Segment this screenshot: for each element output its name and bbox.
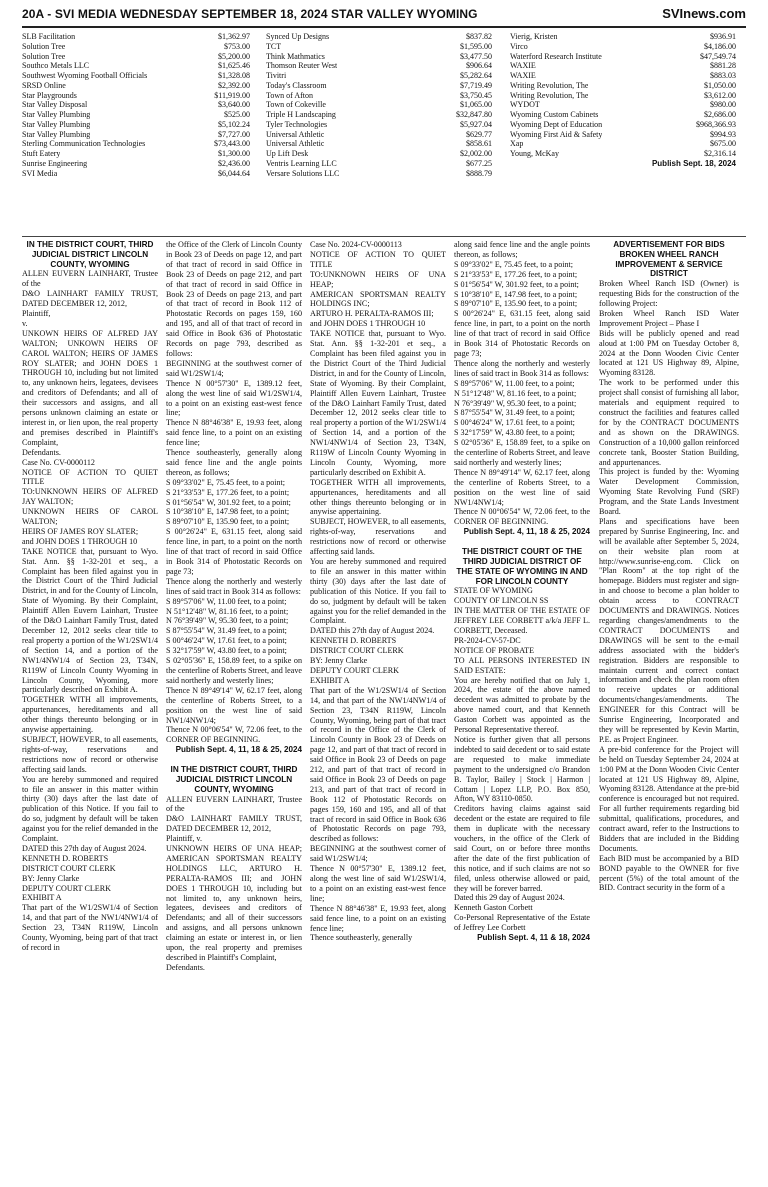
amount: $677.25 [466, 158, 492, 168]
amount: $525.00 [224, 110, 250, 119]
notice-paragraph: DEPUTY COURT CLERK [310, 665, 399, 675]
notice-paragraph: Thence along the northerly and westerly lines of said tract in Book 314 as follows: [166, 576, 302, 596]
amount: $47,549.74 [700, 51, 736, 61]
notice-paragraph: Thence N 89°49'14" W, 62.17 feet, along the centerline of Roberts Street, to a position on the west line of said NW1/4NW1/4; [454, 467, 590, 507]
notice-paragraph: Defendants. [166, 962, 205, 972]
amount: $3,477.50 [460, 51, 492, 61]
notice-paragraph: EXHIBIT A [22, 893, 62, 903]
ledger-row [22, 169, 250, 179]
notice-paragraph: AMERICAN SPORTSMAN REALTY HOLDINGS INC; [310, 289, 446, 309]
ledger-row [266, 61, 492, 71]
notice-heading: ADVERTISEMENT FOR BIDS BROKEN WHEEL RANCH IMPROVEMENT & SERVICE DISTRICT [613, 240, 725, 279]
ledger-column-1 [22, 32, 250, 178]
vendor-name: Today's Classroom [266, 80, 327, 90]
ledger-row [22, 52, 250, 62]
notice-paragraph: BY: Jenny Clarke [22, 873, 80, 883]
notice-paragraph: ALLEN EUVERN LAINHART, Trustee of the [22, 269, 158, 289]
amount: $881.28 [710, 61, 736, 71]
vendor-name: TCT [266, 41, 282, 51]
amount: $2,392.00 [218, 80, 250, 90]
notice-paragraph: D&O LAINHART FAMILY TRUST, DATED DECEMBER 12, 2012, [22, 289, 158, 309]
ledger-row [266, 110, 492, 120]
notice-paragraph: Case No. 2024-CV-0000113 [310, 240, 402, 249]
vendor-name: Writing Revolution, The [510, 80, 589, 90]
notice-paragraph: SUBJECT, HOWEVER, to all easements, rights-of-way, reservations and restrictions now of record or otherwise affecting said lands. [22, 734, 158, 774]
ledger-row [266, 42, 492, 52]
vendor-name: Southco Metals LLC [22, 61, 90, 71]
notice-heading: THE DISTRICT COURT OF THE THIRD JUDICIAL DISTRICT OF THE STATE OF WYOMING IN AND FOR LINCOLN COUNTY [456, 547, 588, 586]
ledger-row [22, 42, 250, 52]
amount: $883.03 [710, 71, 736, 80]
amount: $675.00 [710, 139, 736, 149]
notice-paragraph: COUNTY OF LINCOLN SS [454, 596, 549, 606]
notice-paragraph: S 87°55'54" W, 31.49 feet, to a point; [166, 626, 287, 636]
notice-paragraph: and JOHN DOES 1 THROUGH 10 [310, 319, 426, 329]
notice-paragraph: N 51°12'48" W, 81.16 feet, to a point; [454, 388, 577, 398]
notice-paragraph: v. [22, 318, 28, 328]
amount: $7,727.00 [218, 129, 250, 139]
amount: $5,927.04 [460, 119, 492, 129]
ledger-row [22, 81, 250, 91]
notice-heading: IN THE DISTRICT COURT, THIRD JUDICIAL DISTRICT LINCOLN COUNTY, WYOMING [26, 240, 154, 269]
notice-paragraph: the Office of the Clerk of Lincoln County in Book 23 of Deeds on page 12, and part of that tract of record in said Office in Book 23 of Deeds on page 212, and part of that tract of record in said Office in Book 23 of Deeds on page 213, and part of that tract of record in Book 112 of Photostatic Records on pages 159, 160 and 195, and all of that tract of record in said Office in Book 636 of Photostatic Records on page 793, described as follows: [166, 240, 302, 358]
vendor-name: Town of Cokeville [266, 100, 326, 110]
notice-paragraph: TAKE NOTICE that, pursuant to Wyo. Stat. Ann. §§ 1-32-201 et seq., a Complaint has been filed against you in the District Court of the Third Judicial District, in and for the County of Lincoln, State of Wyoming. By their Complaint, Plaintiff Allen Euvern Lainhart, Trustee of the D&O Lainhart Family Trust, dated December 12, 2012 seeks clear title to real property a portion of the W1/2SW1/4 of Section 14, and a portion of the NW1/4NW1/4 of Section 23, T34N, R119W of Lincoln County Wyoming in Lincoln County, Wyoming, more particularly described on Exhibit A. [22, 546, 158, 695]
notice-paragraph: S 09°33'02" E, 75.45 feet, to a point; [454, 259, 574, 269]
ledger-row [510, 149, 736, 159]
vendor-name: Sterling Communication Technologies [22, 139, 146, 149]
amount: $4,186.00 [704, 41, 736, 51]
notice-paragraph: S 89°57'06" W, 11.00 feet, to a point; [454, 378, 575, 388]
vendor-name: WAXIE [510, 61, 536, 71]
amount: $1,065.00 [460, 100, 492, 110]
amount: $858.61 [466, 139, 492, 149]
ledger-row [266, 71, 492, 81]
notice-paragraph: You are hereby summoned and required to file an answer in this matter within thirty (30) days after the last date of publication of this Notice. If you fail to do so, judgment by default will be taken against you for the relief demanded in the Complaint. [310, 557, 446, 626]
vendor-name: Tyler Technologies [266, 119, 328, 129]
notice-paragraph: ALLEN EUVERN LAINHART, Trustee of the [166, 794, 302, 814]
amount: $753.00 [224, 41, 250, 51]
notice-paragraph: BY: Jenny Clarke [310, 656, 368, 666]
vendor-name: Virco [510, 41, 528, 51]
notice-paragraph: S 10°38'10" E, 147.98 feet, to a point; [454, 289, 578, 299]
vendor-name: Solution Tree [22, 51, 66, 61]
ledger-row [266, 32, 492, 42]
vendor-name: Think Mathmatics [266, 51, 325, 61]
publish-line: Publish Sept. 18, 2024 [651, 158, 736, 168]
notice-paragraph: Thence N 89°49'14" W, 62.17 feet, along the centerline of Roberts Street, to a position on the west line of said NW1/4NW1/4; [166, 685, 302, 725]
amount: $1,300.00 [218, 149, 250, 158]
vendor-name: Wyoming Custom Cabinets [510, 110, 599, 119]
notice-paragraph: DATED this 27th day of August 2024. [22, 843, 147, 853]
ledger-row [266, 91, 492, 101]
ledger-row [266, 169, 492, 179]
amount: $980.00 [710, 100, 736, 110]
notice-paragraph: Plaintiff, v. [166, 834, 202, 844]
amount: $2,686.00 [704, 110, 736, 119]
notice-paragraph: Thence southeasterly, generally [310, 933, 413, 943]
amount: $994.93 [710, 129, 736, 139]
amount: $3,640.00 [218, 100, 250, 110]
amount: $2,436.00 [218, 158, 250, 168]
ledger-row [22, 110, 250, 120]
vendor-name: Star Playgrounds [22, 90, 77, 100]
notice-paragraph: A pre-bid conference for the Project will be held on Tuesday September 24, 2024 at 1:00 PM at the Donn Wooden Civic Center located at 121 US Highway 89, Alpine, Wyoming 83128. Attendance at the pre-bid conference is encouraged but not required. For all further requirements regarding bid submittal, qualifications, procedures, and contract award, refer to the Instructions to Bidders that are included in the Bidding Documents. [599, 744, 739, 853]
ledger-row [22, 100, 250, 110]
ledger-row [266, 120, 492, 130]
vendor-name: WAXIE [510, 71, 536, 80]
amount: $5,200.00 [218, 51, 250, 61]
notice-paragraph: S 02°05'36" E, 158.89 feet, to a spike on the centerline of Roberts Street, and leave said northerly and westerly lines; [454, 438, 590, 467]
notice-paragraph: Defendants. [22, 447, 61, 457]
notice-paragraph: NOTICE OF ACTION TO QUIET TITLE [310, 249, 446, 269]
spacer [454, 537, 590, 547]
amount: $2,002.00 [460, 149, 492, 158]
section-divider [22, 236, 746, 237]
vendor-name: Tivitri [266, 71, 287, 80]
notice-paragraph: UNKNOWN HEIRS OF UNA HEAP; AMERICAN SPORTSMAN REALTY HOLDINGS LLC, ARTURO H. PERALTA-RAMOS III; and JOHN DOES 1 THROUGH 10, including but not limited to, any unknown heirs, legatees, devisees and creditors of Defendants; and all of their successors and assigns, and all persons unknown claiming an estate or interest in, or lien upon, the real property and premises described in Plaintiff's Complaint, [166, 844, 302, 963]
ledger-row [266, 100, 492, 110]
ledger-row [22, 159, 250, 169]
amount: $968,366.93 [696, 119, 736, 129]
vendor-name: Universal Athletic [266, 139, 325, 149]
notice-paragraph: Case No. CV-0000112 [22, 457, 95, 467]
notice-paragraph: NOTICE OF ACTION TO QUIET TITLE [22, 467, 158, 487]
ledger-column-3 [510, 32, 736, 169]
vendor-name: Young, McKay [510, 149, 559, 158]
amount: $1,050.00 [704, 80, 736, 90]
notice-paragraph: S 01°56'54" W, 301.92 feet, to a point; [454, 279, 579, 289]
notice-paragraph: Broken Wheel Ranch ISD Water Improvement Project – Phase I [599, 308, 739, 328]
amount: $5,282.64 [460, 71, 492, 80]
notice-paragraph: DEPUTY COURT CLERK [22, 883, 111, 893]
vendor-name: Star Valley Plumbing [22, 129, 91, 139]
vendor-name: Triple H Landscaping [266, 110, 336, 119]
vendor-name: Ventris Learning LLC [266, 158, 337, 168]
notice-paragraph: KENNETH D. ROBERTS [310, 636, 397, 646]
amount: $3,612.00 [704, 90, 736, 100]
notice-paragraph: S 09°33'02" E, 75.45 feet, to a point; [166, 477, 286, 487]
notice-paragraph: TO:UNKNOWN HEIRS OF ALFRED JAY WALTON; [22, 487, 158, 507]
notice-paragraph: SUBJECT, HOWEVER, to all easements, rights-of-way, reservations and restrictions now of record or otherwise affecting said lands. [310, 517, 446, 557]
notice-paragraph: Kenneth Gaston Corbett [454, 903, 533, 913]
vendor-name: Universal Athletic [266, 129, 325, 139]
notice-paragraph: S 00°46'24" W, 17.61 feet, to a point; [454, 418, 575, 428]
notice-paragraph: Co-Personal Representative of the Estate of Jeffrey Lee Corbett [454, 913, 590, 933]
amount: $629.77 [466, 129, 492, 139]
notice-paragraph: You are hereby notified that on July 1, 2024, the estate of the above named decedent was admitted to probate by the above named court, and that Kenneth Gaston Corbett was appointed as the Personal Representative thereof. [454, 675, 590, 735]
ledger-row [510, 130, 736, 140]
ledger-row [266, 52, 492, 62]
notice-paragraph: Thence southeasterly, generally along said fence line and the angle points thereon, as follows; [166, 448, 302, 477]
notice-paragraph: UNKOWN HEIRS OF ALFRED JAY WALTON; UNKOWN HEIRS OF CAROL WALTON; HEIRS OF JAMES ROY SLATER; and JOHN DOES 1 THROUGH 10, including but not limited to, any unknown heirs, legatees, devisees and creditors of Defendants; and all of their successors and assigns, and all persons unknown claiming an estate or interest in, or lien upon, the real property and premises described in Plaintiff's Complaint, [22, 328, 158, 447]
notice-paragraph: S 87°55'54" W, 31.49 feet, to a point; [454, 408, 575, 418]
notice-paragraph: That part of the W1/2SW1/4 of Section 14, and that part of the NW1/4NW1/4 of Section 23, T34N R119W, Lincoln County, Wyoming, being part of that tract of record in [22, 903, 158, 953]
vendor-name: Synced Up Designs [266, 32, 330, 41]
ledger-row [22, 120, 250, 130]
vendor-name: SRSD Online [22, 80, 66, 90]
notice-paragraph: This project is funded by the: Wyoming Water Development Commission, Wyoming State Revolving Fund (SRF) Program, and the State Lands Investment Board. [599, 467, 739, 517]
vendor-name: Solution Tree [22, 41, 66, 51]
vendor-name: Southwest Wyoming Football Officials [22, 71, 148, 80]
notice-paragraph: That part of the W1/2SW1/4 of Section 14, and that part of the NW1/4NW1/4 of Section 23, T34N R119W, Lincoln County, Wyoming, being part of that tract of record in the Office of the Clerk of Lincoln County in Book 23 of Deeds on page 12, and part of that tract of record in said Office in Book 23 of Deeds on page 212, and part of that tract of record in said Office in Book 23 of Deeds on page 213, and part of that tract of record in Book 112 of Photostatic Records on pages 159, 160 and 195, and all of that tract of record in said Office in Book 636 of Photostatic Records on page 793, described as follows: [310, 685, 446, 844]
notice-paragraph: S 89°07'10" E, 135.90 feet, to a point; [454, 299, 578, 309]
vendor-name: SLB Facilitation [22, 32, 76, 41]
amount: $888.79 [466, 168, 492, 178]
amount: $11,919.00 [214, 90, 250, 100]
ledger-row [22, 61, 250, 71]
ledger-row [22, 139, 250, 149]
ledger-row [510, 81, 736, 91]
vendor-name: Star Valley Plumbing [22, 119, 91, 129]
notice-paragraph: TAKE NOTICE that, pursuant to Wyo. Stat. Ann. §§ 1-32-201 et seq., a Complaint has been filed against you in the District Court of the Third Judicial District, in and for the County of Lincoln, State of Wyoming. By their Complaint, Plaintiff Allen Euvern Lainhart, Trustee of the D&O Lainhart Family Trust, dated December 12, 2012 seeks clear title to real property a portion of the W1/2SW1/4 of Section 14, and a portion of the NW1/4NW1/4 of Section 23, T34N, R119W of Lincoln County Wyoming in Lincoln County, Wyoming, more particularly described on Exhibit A. [310, 329, 446, 477]
notice-column-1 [22, 240, 158, 1180]
notice-column-3 [310, 240, 446, 1180]
notice-paragraph: Thence N 00°06'54" W, 72.06 feet, to the CORNER OF BEGINNING. [454, 507, 590, 527]
amount: $936.91 [710, 32, 736, 41]
ledger-row [510, 139, 736, 149]
amount: $32,847.80 [456, 110, 492, 119]
ledger-row [266, 149, 492, 159]
amount: $2,316.14 [704, 149, 736, 158]
ledger-row [510, 100, 736, 110]
notice-paragraph: N 76°39'49" W, 95.30 feet, to a point; [454, 398, 577, 408]
notice-paragraph: Dated this 29 day of August 2024. [454, 893, 565, 903]
notice-paragraph: S 00°26'24" E, 631.15 feet, along said fence line, in part, to a point on the north line of that tract of record in said Office in Book 314 of Photostatic Records on page 73; [166, 527, 302, 576]
publish-line: Publish Sept. 4, 11, 18 & 25, 2024 [175, 745, 302, 755]
notice-paragraph: Thence N 88°46'38" E, 19.93 feet, along said fence line, to a point on an existing fence line; [310, 903, 446, 933]
notice-paragraph: HEIRS OF JAMES ROY SLATER; [22, 526, 139, 536]
amount: $73,443.00 [214, 139, 250, 149]
publish-line: Publish Sept. 4, 11 & 18, 2024 [477, 933, 590, 943]
ledger-row [22, 71, 250, 81]
notice-paragraph: UNKNOWN HEIRS OF CAROL WALTON; [22, 507, 158, 527]
notice-paragraph: Each BID must be accompanied by a BID BOND payable to the OWNER for five percent (5%) of the total amount of the BID. Contract security in the form of a [599, 853, 739, 893]
notice-paragraph: IN THE MATTER OF THE ESTATE OF JEFFREY LEE CORBETT a/k/a JEFF L. CORBETT, Deceased. [454, 606, 590, 635]
notice-paragraph: DISTRICT COURT CLERK [310, 646, 404, 656]
vendor-name: Versare Solutions LLC [266, 168, 340, 178]
notice-paragraph: S 32°17'59" W, 43.80 feet, to a point; [166, 646, 287, 656]
page-header [22, 4, 746, 28]
ledger-row [266, 81, 492, 91]
notice-paragraph: S 00°26'24" E, 631.15 feet, along said fence line, in part, to a point on the north line of that tract of record in said Office in Book 314 of Photostatic Records on page 73; [454, 309, 590, 358]
notice-paragraph: KENNETH D. ROBERTS [22, 853, 109, 863]
notice-paragraph: Plaintiff, [22, 309, 51, 319]
notice-paragraph: DISTRICT COURT CLERK [22, 863, 116, 873]
notice-paragraph: S 21°33'53" E, 177.26 feet, to a point; [166, 487, 290, 497]
notice-paragraph: PR-2024-CV-57-DC [454, 635, 521, 645]
amount: $5,102.24 [218, 119, 250, 129]
notice-column-2 [166, 240, 302, 1180]
notice-paragraph: Thence N 00°57'30" E, 1389.12 feet, along the west line of said W1/2SW1/4, to a point on an existing east-west fence line; [166, 378, 302, 418]
vendor-name: Town of Afton [266, 90, 313, 100]
amount: $7,719.49 [460, 80, 492, 90]
ledger-row [510, 91, 736, 101]
notice-paragraph: TO:UNKNOWN HEIRS OF UNA HEAP; [310, 269, 446, 289]
amount: $1,328.08 [218, 71, 250, 80]
ledger-row [510, 42, 736, 52]
vendor-name: Up Lift Desk [266, 149, 309, 158]
notice-paragraph: Thence along the northerly and westerly lines of said tract in Book 314 as follows: [454, 358, 590, 378]
vendor-name: Waterford Research Institute [510, 51, 602, 61]
notice-paragraph: BEGINNING at the southwest corner of said W1/2SW1/4; [310, 844, 446, 864]
notice-paragraph: S 21°33'53" E, 177.26 feet, to a point; [454, 269, 578, 279]
notice-paragraph: and JOHN DOES 1 THROUGH 10 [22, 536, 138, 546]
vendor-name: Sunrise Engineering [22, 158, 88, 168]
spacer [166, 755, 302, 765]
ledger-row [266, 139, 492, 149]
notice-paragraph: S 89°57'06" W, 11.00 feet, to a point; [166, 596, 287, 606]
notice-paragraph: You are hereby summoned and required to file an answer in this matter within thirty (30) days after the last date of publication of this Notice. If you fail to do so, judgment by default will be taken against you for the relief demanded in the Complaint. [22, 774, 158, 844]
notice-paragraph: S 00°46'24" W, 17.61 feet, to a point; [166, 636, 287, 646]
notice-paragraph: EXHIBIT A [310, 675, 350, 685]
amount: $1,362.97 [218, 32, 250, 41]
vendor-name: WYDOT [510, 100, 540, 110]
ledger-row [510, 110, 736, 120]
vendor-name: Thomson Reuter West [266, 61, 338, 71]
notice-paragraph: Bids will be publicly opened and read aloud at 1:00 PM on Tuesday October 8, 2024 at the Donn Wooden Civic Center located at 121 US Highway 89, Alpine, Wyoming 83128. [599, 328, 739, 378]
notice-paragraph: along said fence line and the angle points thereon, as follows; [454, 240, 590, 259]
page-folio: 20A - SVI MEDIA WEDNESDAY SEPTEMBER 18, 2024 STAR VALLEY WYOMING [22, 7, 478, 21]
notice-paragraph: Plans and specifications have been prepared by Sunrise Engineering, Inc. and will be available after September 5, 2024, on their website plan room at http://www.sunrise-eng.com. Click on "Plan Room" at the top right of the homepage. Bidders must register and sign-in and choose to become a plan holder to obtain access to CONTRACT DOCUMENTS and DRAWINGS. Notices regarding changes/amendments to the CONTRACT DOCUMENTS and DRAWINGS will be sent to the e-mail address associated with the bidder's registration. Bidders are responsible to maintain current and correct contact information and check the plan room often to receive updates or additional documents/changes/amendments. The ENGINEER for this Contract will be Sunrise Engineering, Incorporated and they will be represented by Kevin Martin, P.E. as Project Engineer. [599, 516, 739, 744]
notice-paragraph: Thence N 00°06'54" W, 72.06 feet, to the CORNER OF BEGINNING. [166, 725, 302, 745]
amount: $6,044.64 [218, 168, 250, 178]
vendor-name: Star Valley Disposal [22, 100, 88, 110]
notice-paragraph: Broken Wheel Ranch ISD (Owner) is requesting Bids for the construction of the following Project: [599, 279, 739, 308]
amount: $1,595.00 [460, 41, 492, 51]
notice-paragraph: Thence N 88°46'38" E, 19.93 feet, along said fence line, to a point on an existing fence line; [166, 418, 302, 448]
ledger-row [266, 159, 492, 169]
notice-paragraph: TOGETHER WITH all improvements, appurtenances, hereditaments and all other things thereunto belonging or in anywise appertaining. [22, 695, 158, 735]
notice-column-4 [454, 240, 590, 1180]
notice-column-5 [599, 240, 739, 1180]
notice-paragraph: BEGINNING at the southwest corner of said W1/2SW1/4; [166, 358, 302, 378]
notice-paragraph: N 51°12'48" W, 81.16 feet, to a point; [166, 606, 289, 616]
ledger-row [22, 91, 250, 101]
notice-paragraph: N 76°39'49" W, 95.30 feet, to a point; [166, 616, 289, 626]
notice-paragraph: S 32°17'59" W, 43.80 feet, to a point; [454, 428, 575, 438]
notice-paragraph: S 01°56'54" W, 301.92 feet, to a point; [166, 497, 291, 507]
amount: $906.64 [466, 61, 492, 71]
notice-paragraph: DATED this 27th day of August 2024. [310, 626, 435, 636]
ledger-row [510, 32, 736, 42]
ledger-row [510, 52, 736, 62]
ledger-row [510, 120, 736, 130]
vendor-name: Stuft Eatery [22, 149, 61, 158]
notice-paragraph: ARTURO H. PERALTA-RAMOS III; [310, 309, 434, 319]
amount: $1,625.46 [218, 61, 250, 71]
notice-paragraph: Notice is further given that all persons indebted to said decedent or to said estate are requested to make immediate payment to the undersigned c/o Brandon B. Taylor, Bailey | Stock | Harmon | Cottam | Lopez LLP, P.O. Box 850, Afton, WY 83110-0850. [454, 734, 590, 804]
ledger-row [22, 149, 250, 159]
notice-paragraph: STATE OF WYOMING [454, 586, 533, 596]
notice-paragraph: TOGETHER WITH all improvements, appurtenances, hereditaments and all other things thereunto belonging or in anywise appertaining. [310, 477, 446, 517]
site-name: SVInews.com [662, 6, 746, 21]
ledger-row [22, 32, 250, 42]
notice-paragraph: S 02°05'36" E, 158.89 feet, to a spike on the centerline of Roberts Street, and leave said northerly and westerly lines; [166, 656, 302, 685]
notice-paragraph: D&O LAINHART FAMILY TRUST, DATED DECEMBER 12, 2012, [166, 814, 302, 834]
notice-paragraph: The work to be performed under this project shall consist of furnishing all labor, materials and equipment required to construct the facilities and features called for by the CONTRACT DOCUMENTS and as shown on the DRAWINGS. Construction of a 10,000 gallon reinforced concrete tank, Booster Station Building, and appurtenances. [599, 378, 739, 467]
notice-paragraph: S 10°38'10" E, 147.98 feet, to a point; [166, 507, 290, 517]
notice-heading: IN THE DISTRICT COURT, THIRD JUDICIAL DISTRICT LINCOLN COUNTY, WYOMING [170, 765, 298, 794]
notice-paragraph: Thence N 00°57'30" E, 1389.12 feet, along the west line of said W1/2SW1/4, to a point on an existing east-west fence line; [310, 864, 446, 903]
notice-paragraph: Creditors having claims against said decedent or the estate are required to file them in duplicate with the necessary vouchers, in the office of the Clerk of said Court, on or before three months after the date of the first publication of this notice, and if such claims are not so filed, unless otherwise allowed or paid, they will be forever barred. [454, 804, 590, 893]
publish-line: Publish Sept. 4, 11, 18 & 25, 2024 [463, 527, 590, 537]
ledger-row [510, 71, 736, 81]
ledger-row [266, 130, 492, 140]
vendor-name: Wyoming First Aid & Safety [510, 129, 603, 139]
amount: $837.82 [466, 32, 492, 41]
notice-paragraph: NOTICE OF PROBATE [454, 645, 535, 655]
vendor-name: Star Valley Plumbing [22, 110, 91, 119]
ledger-row [510, 61, 736, 71]
vendor-name: Writing Revolution, The [510, 90, 589, 100]
vendor-name: Xap [510, 139, 524, 149]
notice-paragraph: TO ALL PERSONS INTERESTED IN SAID ESTATE: [454, 655, 590, 675]
vendor-name: Vierig, Kristen [510, 32, 558, 41]
ledger-column-2 [266, 32, 492, 178]
vendor-name: Wyoming Dept of Education [510, 119, 603, 129]
ledger-row [22, 130, 250, 140]
vendor-name: SVI Media [22, 168, 58, 178]
notice-paragraph: S 89°07'10" E, 135.90 feet, to a point; [166, 517, 290, 527]
amount: $3,750.45 [460, 90, 492, 100]
